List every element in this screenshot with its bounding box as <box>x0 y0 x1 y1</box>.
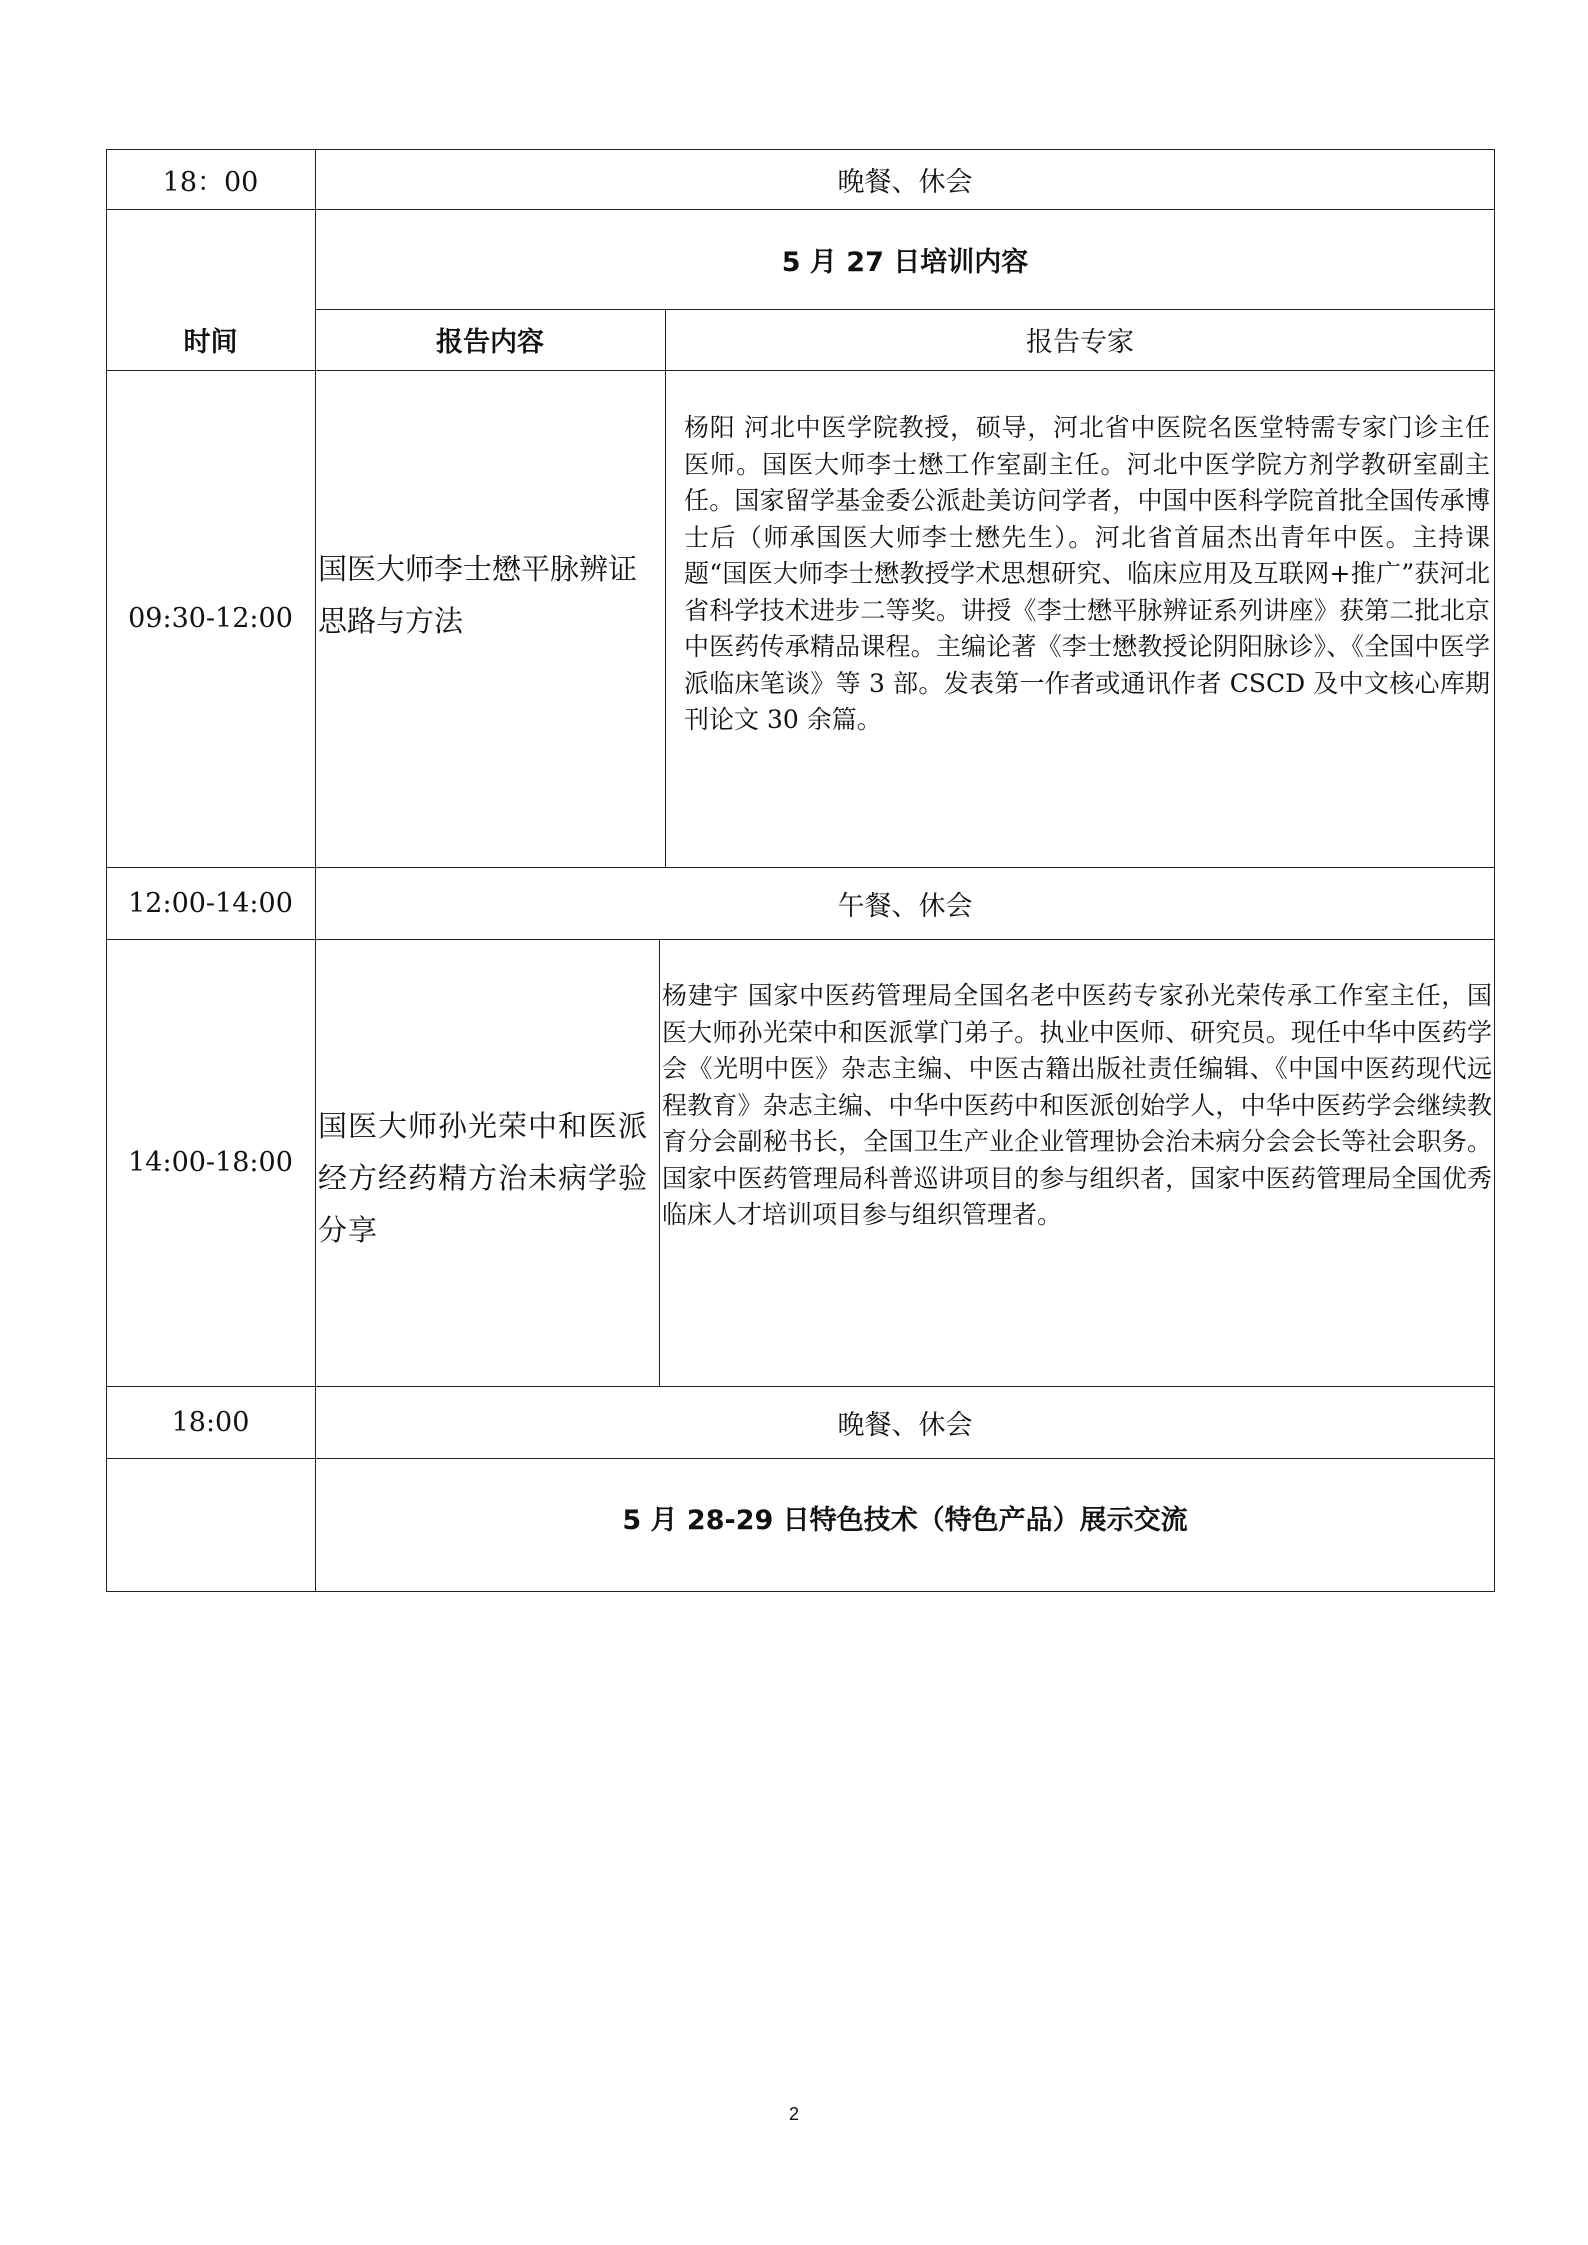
time-cell <box>106 370 315 867</box>
page-number: 2 <box>788 2104 799 2124</box>
session-cell <box>315 867 1495 939</box>
expert-bio: 杨阳 河北中医学院教授，硕导，河北省中医院名医堂特需专家门诊主任医师。国医大师李士懋工作室副主任。河北中医学院方剂学教研室副主任。国家留学基金委公派赴美访问学者，中国中医科学院首批全国传承博士后（师承国医大师李士懋先生）。河北省首届杰出青年中医。主持课题“国医大师李士懋教授学术思想研究、临床应用及互联网+推广”获河北省科学技术进步二等奖。讲授《李士懋平脉辨证系列讲座》获第二批北京中医药传承精品课程。主编论著《李士懋教授论阴阳脉诊》、《全国中医学派临床笔谈》等 3 部。发表第一作者或通讯作者 CSCD 及中文核心库期刊论文 30 余篇。 <box>684 413 1490 734</box>
time-text: 14:00-18:00 <box>128 1147 293 1178</box>
header-time: 时间 <box>183 327 238 358</box>
break-text: 午餐、休会 <box>837 890 973 922</box>
topic-text: 国医大师李士懋平脉辨证思路与方法 <box>318 552 638 638</box>
expert-bio-cell <box>684 410 1490 739</box>
time-text: 09:30-12:00 <box>128 603 293 634</box>
day-heading-cell <box>315 1458 1495 1573</box>
expert-bio-cell <box>662 978 1492 1234</box>
day-heading: 5 月 27 日培训内容 <box>781 246 1029 278</box>
time-text: 12:00-14:00 <box>128 887 293 919</box>
header-expert: 报告专家 <box>1026 327 1134 358</box>
time-cell <box>106 939 315 1386</box>
time-cell <box>106 1386 315 1458</box>
topic-cell <box>318 543 638 647</box>
time-text: 18：00 <box>162 166 259 198</box>
day-heading: 5 月 28-29 日特色技术（特色产品）展示交流 <box>622 1505 1188 1536</box>
time-cell <box>106 149 315 209</box>
header-expert-cell <box>665 309 1495 370</box>
break-text: 晚餐、休会 <box>837 166 973 198</box>
day-heading-cell <box>315 209 1495 309</box>
header-topic: 报告内容 <box>436 327 544 358</box>
session-cell <box>315 1386 1495 1458</box>
column-divider <box>659 939 660 1386</box>
topic-text: 国医大师孙光荣中和医派经方经药精方治未病学验分享 <box>318 1109 649 1247</box>
column-divider <box>665 309 666 867</box>
break-text: 晚餐、休会 <box>837 1409 973 1441</box>
header-time-cell <box>106 309 315 370</box>
time-cell <box>106 867 315 939</box>
session-cell <box>315 149 1495 209</box>
header-topic-cell <box>315 309 665 370</box>
topic-cell <box>318 1100 658 1256</box>
table-border-bottom <box>106 1591 1495 1592</box>
expert-bio: 杨建宇 国家中医药管理局全国名老中医药专家孙光荣传承工作室主任，国医大师孙光荣中和医派掌门弟子。执业中医师、研究员。现任中华中医药学会《光明中医》杂志主编、中医古籍出版社责任编辑、《中国中医药现代远程教育》杂志主编、中华中医药中和医派创始学人，中华中医药学会继续教育分会副秘书长，全国卫生产业企业管理协会治未病分会会长等社会职务。国家中医药管理局科普巡讲项目的参与组织者，国家中医药管理局全国优秀临床人才培训项目参与组织管理者。 <box>662 981 1492 1229</box>
time-text: 18:00 <box>171 1406 250 1438</box>
